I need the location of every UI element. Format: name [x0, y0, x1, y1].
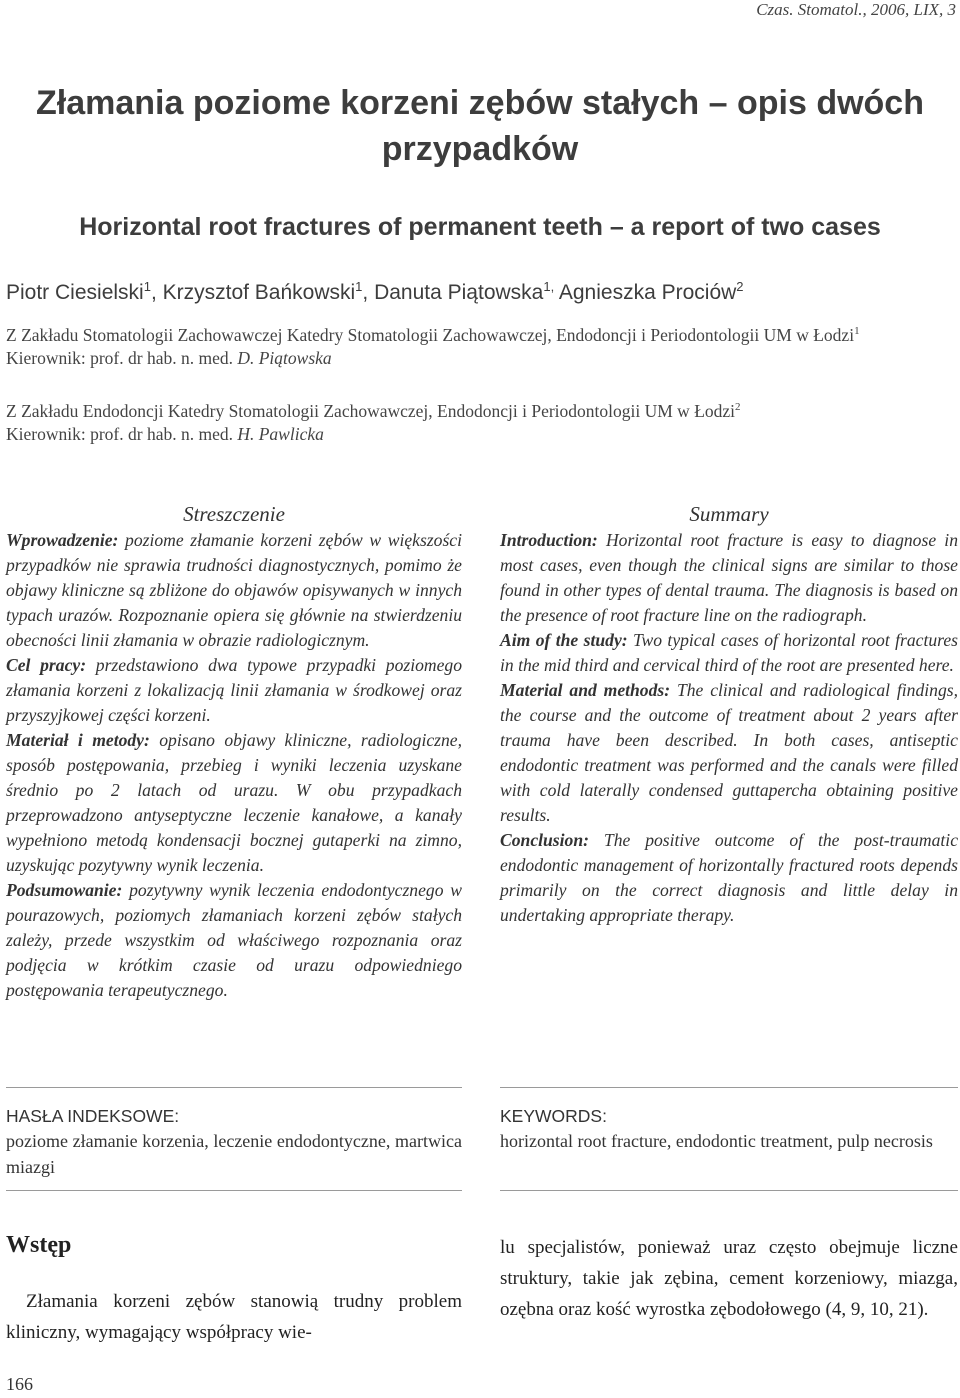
abstract-text: opisano objawy kliniczne, radiologiczne, sposób postępowania, przebieg i wyniki leczenia uzyskane średnio po 2 latach od urazu. W obu przypadkach przeprowadzono antyseptyczne leczenie kanałowe, a kanały wypełniono metodą kondensacji bocznej gutaperki na zimno, uzyskując pozytywny wynik leczenia.	[6, 730, 462, 875]
abstract-label: Material and methods:	[500, 680, 671, 700]
author-name: Agnieszka Prociów	[558, 281, 737, 304]
author-affiliation-mark: 1,	[543, 279, 555, 294]
abstract-label: Cel pracy:	[6, 655, 87, 675]
author-affiliation-mark: 2	[736, 279, 744, 294]
abstract-paragraph	[500, 528, 958, 628]
keywords-polish: poziome złamanie korzenia, leczenie endodontyczne, martwica miazgi	[6, 1131, 462, 1177]
author-affiliation-mark: 1	[355, 279, 363, 294]
author-affiliation-mark: 1	[143, 279, 151, 294]
abstract-label: Introduction:	[500, 530, 598, 550]
abstract-text: Horizontal root fracture is easy to diagnose in most cases, even though the clinical signs are similar to those found in other types of dental trauma. The diagnosis is based on the presence of root fracture line on the radiograph.	[500, 530, 958, 625]
abstract-polish	[6, 528, 462, 1003]
author-separator: ,	[362, 281, 375, 304]
abstract-label: Materiał i metody:	[6, 730, 150, 750]
abstract-paragraph	[500, 828, 958, 928]
department-head-prefix: Kierownik: prof. dr hab. n. med.	[6, 424, 238, 444]
body-text-right-column: lu specjalistów, ponieważ uraz często obejmuje liczne struktury, takie jak zębina, cement korzeniowy, miazga, ozębna oraz kość wyrostka zębodołowego (4, 9, 10, 21).	[500, 1237, 958, 1320]
divider	[500, 1087, 958, 1088]
affiliation-mark: 2	[735, 401, 741, 414]
affiliation-text: Z Zakładu Stomatologii Zachowawczej Katedry Stomatologii Zachowawczej, Endodoncji i Periodontologii UM w Łodzi	[6, 325, 855, 345]
author-separator: ,	[150, 281, 163, 304]
section-heading-introduction: Wstęp	[6, 1232, 72, 1258]
divider	[500, 1190, 958, 1191]
abstract-paragraph	[500, 628, 958, 678]
abstract-label: Aim of the study:	[500, 630, 628, 650]
abstract-text: pozytywny wynik leczenia endodontycznego w pourazowych, poziomych złamaniach korzeni zębów stałych zależy, przede wszystkim od właściwego rozpoznania oraz podjęcia w krótkim czasie od urazu odpowiedniego postępowania terapeutycznego.	[6, 880, 462, 1000]
abstract-heading-english: Summary	[689, 502, 769, 526]
journal-reference: Czas. Stomatol., 2006, LIX, 3	[756, 0, 956, 19]
abstract-text: The clinical and radiological findings, the course and the outcome of treatment about 2 years after trauma have been described. In both cases, antiseptic endodontic treatment was performed and the canals were filled with cold laterally condensed guttapercha obtaining positive results.	[500, 680, 958, 825]
abstract-paragraph	[500, 678, 958, 828]
abstract-label: Conclusion:	[500, 830, 589, 850]
abstract-text: przedstawiono dwa typowe przypadki poziomego złamania korzeni z lokalizacją linii złamania w środkowej oraz przyszyjkowej części korzeni.	[6, 655, 463, 725]
affiliation-mark: 1	[854, 325, 860, 338]
abstract-paragraph	[6, 528, 462, 653]
page-number: 166	[6, 1374, 33, 1394]
abstract-text: The positive outcome of the post-traumatic endodontic management of horizontally fractured roots depends primarily on the correct diagnosis and little delay in undertaking appropriate therapy.	[500, 830, 958, 925]
author-list	[6, 276, 960, 310]
abstract-paragraph	[6, 878, 462, 1003]
abstract-text: Two typical cases of horizontal root fractures in the mid third and cervical third of the root are presented here.	[500, 630, 958, 675]
body-text-left-column: Złamania korzeni zębów stanowią trudny problem kliniczny, wymagający współpracy wie-	[6, 1291, 462, 1343]
paper-title-english: Horizontal root fractures of permanent teeth – a report of two cases	[79, 213, 881, 241]
abstract-label: Podsumowanie:	[6, 880, 123, 900]
department-head-prefix: Kierownik: prof. dr hab. n. med.	[6, 348, 238, 368]
author-name: Danuta Piątowska	[374, 281, 544, 304]
author-name: Krzysztof Bańkowski	[162, 281, 356, 304]
affiliation-1	[6, 324, 954, 370]
abstract-english	[500, 528, 958, 928]
keywords-title-polish: HASŁA INDEKSOWE:	[6, 1106, 180, 1126]
abstract-label: Wprowadzenie:	[6, 530, 119, 550]
abstract-text: poziome złamanie korzeni zębów w większości przypadków nie sprawia trudności diagnostycznych, pomimo że objawy kliniczne są zbliżone do objawów opisywanych w innych typach urazów. Rozpoznanie opiera się głównie na stwierdzeniu obecności linii złamania w obrazie radiologicznym.	[6, 530, 462, 650]
keywords-english: horizontal root fracture, endodontic treatment, pulp necrosis	[500, 1131, 933, 1151]
abstract-paragraph	[6, 653, 462, 728]
department-head-name: D. Piątowska	[237, 348, 332, 368]
paper-title-polish: Złamania poziome korzeni zębów stałych – opis dwóch przypadków	[36, 84, 924, 168]
keywords-title-english: KEYWORDS:	[500, 1106, 607, 1126]
author-name: Piotr Ciesielski	[6, 281, 144, 304]
abstract-heading-polish: Streszczenie	[183, 502, 285, 526]
affiliation-text: Z Zakładu Endodoncji Katedry Stomatologii Zachowawczej, Endodoncji i Periodontologii UM w Łodzi	[6, 401, 736, 421]
abstract-paragraph	[6, 728, 462, 878]
affiliation-2	[6, 400, 954, 446]
department-head-name: H. Pawlicka	[237, 424, 324, 444]
divider	[6, 1087, 462, 1088]
divider	[6, 1190, 462, 1191]
